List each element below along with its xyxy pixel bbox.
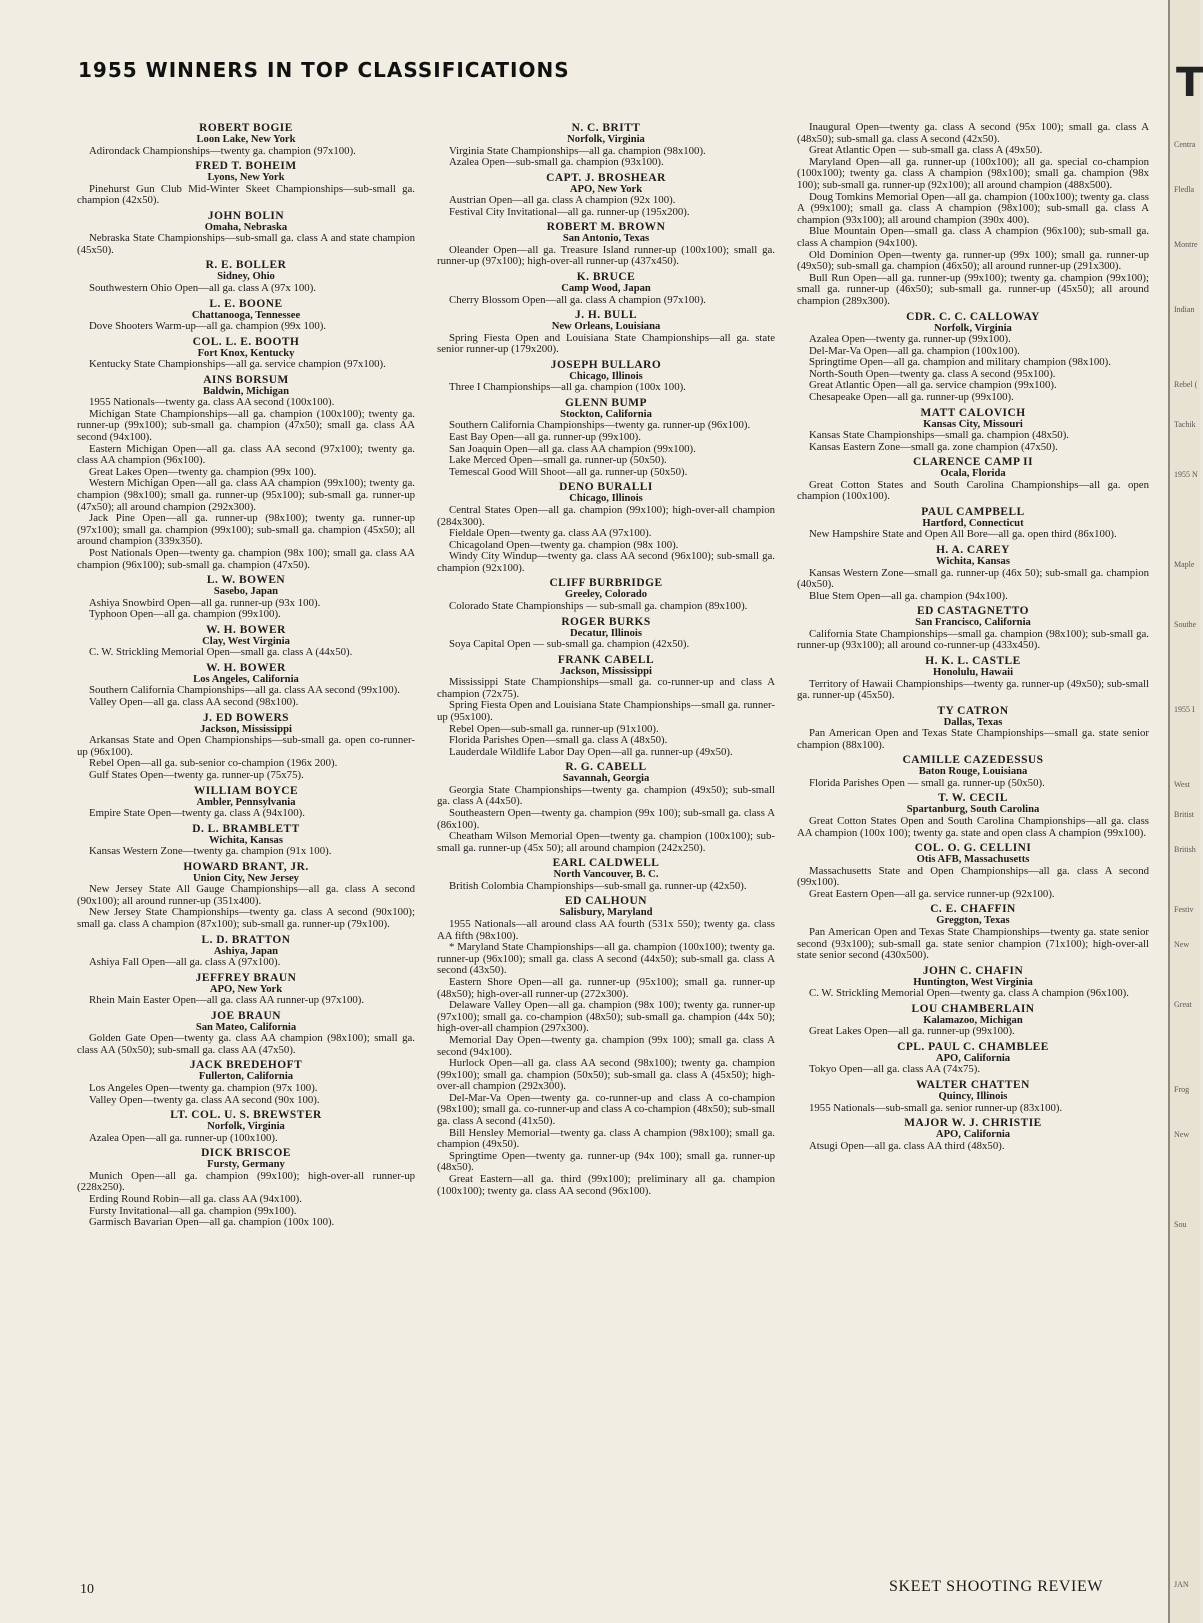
winner-name: WILLIAM BOYCE xyxy=(193,784,299,797)
winner-name: JOE BRAUN xyxy=(210,1009,281,1022)
winner-location: Camp Wood, Japan xyxy=(561,283,651,295)
winner-location: Norfolk, Virginia xyxy=(934,322,1012,334)
winner-name: COL. O. G. CELLINI xyxy=(914,842,1032,855)
winner-name: C. E. CHAFFIN xyxy=(930,903,1016,916)
adjacent-page-text-fragment: New xyxy=(1174,1130,1190,1139)
winner-location: Lyons, New York xyxy=(207,172,285,184)
winner-name: J. H. BULL xyxy=(575,309,637,322)
winner-name: N. C. BRITT xyxy=(571,122,641,134)
winner-record: 1955 Nationals—all around class AA fourth (531x 550); twenty ga. class AA fifth (98x100). xyxy=(437,917,775,942)
winner-record: Blue Stem Open—all ga. champion (94x100). xyxy=(809,589,1008,602)
winner-record: Southern California Championships—all ga. class AA second (99x100). xyxy=(89,684,400,697)
winner-record: Rebel Open—sub-small ga. runner-up (91x100). xyxy=(449,722,659,735)
winner-record: Blue Mountain Open—small ga. class A champion (96x100); sub-small ga. class A champion (94x100). xyxy=(797,225,1149,249)
adjacent-page-text-fragment: 1955 I xyxy=(1174,705,1195,714)
winner-record: 1955 Nationals—sub-small ga. senior runner-up (83x100). xyxy=(809,1101,1063,1114)
winner-entry xyxy=(437,654,775,759)
winner-record: Old Dominion Open—twenty ga. runner-up (99x 100); small ga. runner-up (49x50); sub-small ga. champion (46x50); all around runner-up (291x300). xyxy=(797,248,1149,273)
winner-record: Mississippi State Championships—small ga. co-runner-up and class A champion (72x75). xyxy=(437,676,775,700)
winner-record: Gulf States Open—twenty ga. runner-up (75x75). xyxy=(89,768,304,781)
winner-name: W. H. BOWER xyxy=(206,623,286,636)
winner-name: J. ED BOWERS xyxy=(202,711,290,724)
winner-record: North-South Open—twenty ga. class A second (95x100). xyxy=(809,367,1056,380)
winner-record: Eastern Shore Open—all ga. runner-up (95x100); small ga. runner-up (48x50); high-over-all runner-up (272x300). xyxy=(437,975,775,1000)
winner-entry xyxy=(797,1041,1149,1076)
winner-name: K. BRUCE xyxy=(576,271,636,284)
winner-name: ROBERT BOGIE xyxy=(199,122,293,134)
winner-record: Los Angeles Open—twenty ga. champion (97x 100). xyxy=(89,1081,318,1094)
winner-record: Ashiya Snowbird Open—all ga. runner-up (93x 100). xyxy=(89,596,321,609)
adjacent-page-text-fragment: Sou xyxy=(1174,1220,1187,1229)
winner-record: Garmisch Bavarian Open—all ga. champion (100x 100). xyxy=(89,1216,335,1229)
winner-record: Nebraska State Championships—sub-small ga. class A and state champion (45x50). xyxy=(77,232,415,256)
winner-name: ROBERT M. BROWN xyxy=(546,221,666,234)
winner-location: Loon Lake, New York xyxy=(196,134,296,145)
adjacent-page-text-fragment: Southe xyxy=(1174,620,1197,629)
winner-name: CLIFF BURBRIDGE xyxy=(549,577,663,590)
winner-record: Adirondack Championships—twenty ga. champion (97x100). xyxy=(89,144,356,157)
winner-entry xyxy=(77,861,415,931)
winner-record: Windy City Windup—twenty ga. class AA second (96x100); sub-small ga. champion (92x100). xyxy=(437,550,775,574)
winner-entry xyxy=(797,792,1149,839)
winner-entry xyxy=(797,1003,1149,1038)
winner-location: Baldwin, Michigan xyxy=(203,385,289,397)
winner-location: Fort Knox, Kentucky xyxy=(197,347,295,359)
winner-entry xyxy=(437,397,775,478)
winner-name: ED CALHOUN xyxy=(565,895,647,908)
winner-record: Great Eastern Open—all ga. service runner-up (92x100). xyxy=(809,887,1055,900)
adjacent-page-text-fragment: British xyxy=(1174,845,1196,854)
winner-entry xyxy=(77,1010,415,1057)
winner-record: Del-Mar-Va Open—all ga. champion (100x100). xyxy=(809,344,1020,357)
winner-record: * Maryland State Championships—all ga. champion (100x100); twenty ga. runner-up (96x100); small ga. class A second (44x50); sub-small ga. class A second (43x50). xyxy=(437,941,775,977)
winner-entry xyxy=(437,895,775,1197)
winner-entry xyxy=(77,574,415,621)
winner-record: Michigan State Championships—all ga. champion (100x100); twenty ga. runner-up (99x100); sub-small ga. champion (47x50); small ga. class AA second (94x100). xyxy=(77,407,415,444)
winner-name: ED CASTAGNETTO xyxy=(917,605,1029,618)
winner-record: Azalea Open—twenty ga. runner-up (99x100). xyxy=(809,333,1011,345)
winner-location: Kansas City, Missouri xyxy=(923,418,1023,430)
winner-record: Rebel Open—all ga. sub-senior co-champion (196x 200). xyxy=(89,757,338,770)
winner-entry xyxy=(437,616,775,651)
winner-record: Bill Hensley Memorial—twenty ga. class A champion (98x100); small ga. champion (49x50). xyxy=(437,1126,775,1151)
winner-location: Quincy, Illinois xyxy=(938,1091,1008,1102)
winner-entry xyxy=(797,122,1149,308)
winner-location: APO, California xyxy=(935,1129,1011,1141)
winner-record: New Jersey State All Gauge Championships—all ga. class A second (90x100); all around runner-up (351x400). xyxy=(77,883,415,907)
winner-record: Hurlock Open—all ga. class AA second (98x100); twenty ga. champion (99x100); small ga. champion (50x50); sub-small ga. class A (45x50); high-over-all champion (292x300). xyxy=(437,1057,775,1093)
adjacent-page-text-fragment: Fledla xyxy=(1174,185,1194,194)
winner-entry xyxy=(77,785,415,820)
winner-record: Post Nationals Open—twenty ga. champion (98x 100); small ga. class AA champion (96x100); sub-small ga. champion (47x50). xyxy=(77,546,415,571)
winner-record: Springtime Open—all ga. champion and military champion (98x100). xyxy=(809,356,1111,369)
winner-record: Massachusetts State and Open Championships—all ga. class A second (99x100). xyxy=(797,864,1149,889)
winner-record: Maryland Open—all ga. runner-up (100x100); all ga. special co-champion (100x100); twenty ga. class A champion (98x100); small ga. champion (98x 100); sub-small ga. runner-up (92x100); all around champion (488x500). xyxy=(797,155,1149,191)
winner-entry xyxy=(797,605,1149,652)
winner-record: Tokyo Open—all ga. class AA (74x75). xyxy=(809,1063,981,1076)
winner-entry xyxy=(797,965,1149,1000)
winner-name: L. W. BOWEN xyxy=(206,574,286,587)
adjacent-page-text-fragment: Great xyxy=(1174,1000,1192,1009)
winner-location: Decatur, Illinois xyxy=(569,627,642,639)
winner-name: W. H. BOWER xyxy=(206,661,286,674)
winner-entry xyxy=(797,311,1149,404)
winner-record: Colorado State Championships — sub-small ga. champion (89x100). xyxy=(449,599,748,612)
winner-record: Kansas State Championships—small ga. champion (48x50). xyxy=(809,429,1069,442)
winner-location: Spartanburg, South Carolina xyxy=(906,804,1040,816)
winner-record: Delaware Valley Open—all ga. champion (98x 100); twenty ga. runner-up (97x100); small ga. co-champion (48x50); sub-small ga. champion (44x 50); high-over-all champion (297x300). xyxy=(437,999,775,1035)
winner-location: Union City, New Jersey xyxy=(193,872,299,884)
adjacent-page-text-fragment: JAN xyxy=(1174,1580,1189,1589)
winner-record: Cheatham Wilson Memorial Open—twenty ga. champion (100x100); sub-small ga. runner-up (45x 50); all around champion (242x250). xyxy=(437,830,775,854)
winner-record: Kansas Western Zone—small ga. runner-up (46x 50); sub-small ga. champion (40x50). xyxy=(797,566,1149,591)
winner-name: H. K. L. CASTLE xyxy=(925,655,1021,667)
winner-entry xyxy=(77,972,415,1007)
winner-entry xyxy=(437,857,775,892)
winner-record: Kentucky State Championships—all ga. service champion (97x100). xyxy=(89,358,386,371)
winner-record: Typhoon Open—all ga. champion (99x100). xyxy=(89,608,281,621)
winner-entry xyxy=(437,577,775,612)
winner-name: H. A. CAREY xyxy=(936,544,1010,557)
winner-location: Huntington, West Virginia xyxy=(913,976,1033,988)
winner-record: East Bay Open—all ga. runner-up (99x100). xyxy=(449,431,641,444)
winner-entry xyxy=(437,761,775,854)
winner-location: North Vancouver, B. C. xyxy=(553,869,659,881)
winner-location: Wichita, Kansas xyxy=(936,556,1010,568)
winner-record: Ashiya Fall Open—all ga. class A (97x100). xyxy=(89,956,281,969)
winner-entry xyxy=(77,1109,415,1144)
winner-record: Austrian Open—all ga. class A champion (92x 100). xyxy=(449,194,676,207)
winner-location: Chicago, Illinois xyxy=(569,493,643,505)
winner-record: Great Atlantic Open—all ga. service champion (99x100). xyxy=(809,379,1057,392)
winner-record: Rhein Main Easter Open—all ga. class AA runner-up (97x100). xyxy=(89,994,365,1007)
winner-name: DENO BURALLI xyxy=(559,481,653,494)
winner-entry xyxy=(797,1079,1149,1114)
winner-entry xyxy=(77,259,415,294)
winner-record: Chicagoland Open—twenty ga. champion (98x 100). xyxy=(449,538,679,551)
winner-record: Lauderdale Wildlife Labor Day Open—all ga. runner-up (49x50). xyxy=(449,745,733,758)
winner-record: Fursty Invitational—all ga. champion (99x100). xyxy=(89,1204,297,1217)
adjacent-page-text-fragment: New xyxy=(1174,940,1190,949)
winner-record: Oleander Open—all ga. Treasure Island runner-up (100x100); small ga. runner-up (97x100); high-over-all runner-up (437x450). xyxy=(437,243,775,268)
winner-record: Azalea Open—sub-small ga. champion (93x100). xyxy=(449,156,664,169)
winner-location: Ambler, Pennsylvania xyxy=(196,796,296,808)
winner-name: JOHN BOLIN xyxy=(207,209,285,222)
winner-location: Wichita, Kansas xyxy=(209,834,283,846)
winner-location: New Orleans, Louisiana xyxy=(551,321,661,333)
winner-name: TY CATRON xyxy=(937,704,1009,717)
winner-location: San Antonio, Texas xyxy=(562,233,650,245)
column-1 xyxy=(77,122,415,1232)
winner-record: Kansas Western Zone—twenty ga. champion (91x 100). xyxy=(89,845,332,858)
winner-name: R. G. CABELL xyxy=(565,761,647,774)
adjacent-page-text-fragment: Maple xyxy=(1174,560,1195,569)
winner-entry xyxy=(77,712,415,782)
winner-location: Fullerton, California xyxy=(198,1071,294,1083)
adjacent-page-text-fragment: Montre xyxy=(1174,240,1198,249)
winner-entry xyxy=(77,823,415,858)
winner-location: Norfolk, Virginia xyxy=(567,134,645,145)
winner-name: EARL CALDWELL xyxy=(552,857,660,870)
winner-record: New Jersey State Championships—twenty ga. class A second (90x100); small ga. class A champion (87x100); sub-small ga. runner-up (79x100). xyxy=(77,906,415,930)
winner-name: D. L. BRAMBLETT xyxy=(192,822,300,835)
winner-location: Norfolk, Virginia xyxy=(207,1121,285,1133)
winner-location: Otis AFB, Massachusetts xyxy=(916,854,1030,866)
winner-location: Salisbury, Maryland xyxy=(559,907,653,919)
winner-name: CAPT. J. BROSHEAR xyxy=(546,171,666,184)
winner-name: T. W. CECIL xyxy=(938,792,1008,805)
winner-record: 1955 Nationals—twenty ga. class AA second (100x100). xyxy=(89,396,335,409)
winner-entry xyxy=(437,359,775,394)
winner-record: Chesapeake Open—all ga. runner-up (99x100). xyxy=(809,390,1014,403)
winner-record: Three I Championships—all ga. champion (100x 100). xyxy=(449,381,686,394)
winner-record: British Colombia Championships—sub-small ga. runner-up (42x50). xyxy=(449,879,747,892)
winner-record: Virginia State Championships—all ga. champion (98x100). xyxy=(449,144,706,157)
winner-record: Western Michigan Open—all ga. class AA champion (99x100); twenty ga. champion (98x100); small ga. runner-up (95x100); sub-small ga. runner-up (47x50); all around champion (292x300). xyxy=(77,477,415,513)
publication-name: SKEET SHOOTING REVIEW xyxy=(889,1578,1104,1595)
winner-record: Great Cotton States and South Carolina Championships—all ga. open champion (100x100). xyxy=(797,478,1149,503)
winner-record: Del-Mar-Va Open—twenty ga. co-runner-up and class A co-champion (98x100); small ga. co-runner-up and class A co-champion (48x50); sub-small ga. class A second (41x50). xyxy=(437,1091,776,1128)
winner-entry xyxy=(77,210,415,257)
adjacent-page-text-fragment: Festiv xyxy=(1174,905,1194,914)
winner-location: Clay, West Virginia xyxy=(202,635,290,647)
winner-name: MAJOR W. J. CHRISTIE xyxy=(904,1117,1042,1130)
winner-name: CAMILLE CAZEDESSUS xyxy=(902,754,1044,767)
winner-record: Pan American Open and Texas State Championships—small ga. state senior champion (88x100). xyxy=(797,727,1149,751)
winner-name: R. E. BOLLER xyxy=(205,259,287,272)
winner-record: Soya Capital Open — sub-small ga. champion (42x50). xyxy=(449,638,690,651)
winner-location: APO, California xyxy=(935,1052,1011,1064)
winner-entry xyxy=(77,1059,415,1106)
winner-record: Dove Shooters Warm-up—all ga. champion (99x 100). xyxy=(89,320,327,333)
winner-record: Munich Open—all ga. champion (99x100); high-over-all runner-up (228x250). xyxy=(77,1169,415,1194)
winner-record: Great Lakes Open—all ga. runner-up (99x100). xyxy=(809,1025,1015,1038)
winner-entry xyxy=(437,172,775,219)
winner-location: Greeley, Colorado xyxy=(564,589,648,601)
winner-entry xyxy=(77,624,415,659)
winner-entry xyxy=(437,221,775,268)
winner-record: Temescal Good Will Shoot—all ga. runner-up (50x50). xyxy=(449,465,688,478)
winner-record: Florida Parishes Open — small ga. runner-up (50x50). xyxy=(809,776,1045,789)
winner-record: C. W. Strickling Memorial Open—twenty ga. class A champion (96x100). xyxy=(809,987,1129,1000)
winner-name: JACK BREDEHOFT xyxy=(189,1059,303,1072)
winner-location: San Francisco, California xyxy=(915,617,1031,629)
winner-entry xyxy=(437,122,775,169)
winner-name: CDR. C. C. CALLOWAY xyxy=(906,310,1040,323)
winner-entry xyxy=(797,705,1149,752)
winner-entry xyxy=(797,842,1149,900)
winner-name: LT. COL. U. S. BREWSTER xyxy=(170,1109,322,1122)
winner-record: Memorial Day Open—twenty ga. champion (99x 100); small ga. class A second (94x100). xyxy=(437,1033,775,1058)
winner-location: APO, New York xyxy=(569,183,643,195)
winner-entry xyxy=(797,655,1149,702)
winner-record: Arkansas State and Open Championships—sub-small ga. open co-runner-up (96x100). xyxy=(77,734,415,758)
winner-location: Dallas, Texas xyxy=(943,716,1003,728)
adjacent-page-text-fragment: Britist xyxy=(1174,810,1195,819)
winner-location: Kalamazoo, Michigan xyxy=(923,1014,1023,1026)
winner-record: Valley Open—all ga. class AA second (98x100). xyxy=(89,696,299,709)
winner-record: Empire State Open—twenty ga. class A (94x100). xyxy=(89,807,305,819)
winner-entry xyxy=(797,456,1149,503)
winner-record: Southern California Championships—twenty ga. runner-up (96x100). xyxy=(449,419,751,432)
winner-name: JOSEPH BULLARO xyxy=(550,358,662,371)
winner-name: JOHN C. CHAFIN xyxy=(922,964,1024,977)
adjacent-page-text-fragment: Indian xyxy=(1174,305,1195,314)
winner-entry xyxy=(797,407,1149,454)
winner-location: Omaha, Nebraska xyxy=(204,221,288,233)
winner-record: Eastern Michigan Open—all ga. class AA second (97x100); twenty ga. class AA champion (96x100). xyxy=(77,442,415,467)
winner-location: San Mateo, California xyxy=(195,1021,297,1033)
winner-entry xyxy=(437,271,775,306)
winner-location: Chattanooga, Tennessee xyxy=(191,309,301,321)
winner-location: Hartford, Connecticut xyxy=(922,517,1024,529)
winner-record: San Joaquin Open—all ga. class AA champion (99x100). xyxy=(449,442,696,455)
winner-location: Stockton, California xyxy=(560,408,652,420)
column-3 xyxy=(797,122,1149,1155)
winner-record: Kansas Eastern Zone—small ga. zone champion (47x50). xyxy=(809,440,1058,453)
winner-location: Baton Rouge, Louisiana xyxy=(918,766,1028,778)
adjacent-page-text-fragment: Rebel ( xyxy=(1174,380,1198,389)
winner-name: CLARENCE CAMP II xyxy=(912,456,1033,469)
winner-entry xyxy=(77,336,415,371)
winner-name: FRANK CABELL xyxy=(557,653,655,666)
winner-record: Central States Open—all ga. champion (99x100); high-over-all champion (284x300). xyxy=(437,503,775,528)
adjacent-page-title-fragment: T xyxy=(1176,60,1203,106)
adjacent-page-edge xyxy=(1168,0,1203,1623)
winner-record: Valley Open—twenty ga. class AA second (90x 100). xyxy=(89,1093,320,1106)
winner-record: Southwestern Ohio Open—all ga. class A (97x 100). xyxy=(89,281,317,294)
winner-name: AINS BORSUM xyxy=(203,373,289,386)
winner-record: Springtime Open—twenty ga. runner-up (94x 100); small ga. runner-up (48x50). xyxy=(437,1149,775,1174)
winner-record: Jack Pine Open—all ga. runner-up (98x100); twenty ga. runner-up (97x100); small ga. champion (99x100); sub-small ga. champion (45x50); all around champion (339x350). xyxy=(77,512,415,548)
winner-record: Pinehurst Gun Club Mid-Winter Skeet Championships—sub-small ga. champion (42x50). xyxy=(77,182,415,207)
winner-record: Pan American Open and Texas State Championships—twenty ga. state senior second (93x100); sub-small ga. state senior champion (71x100); high-over-all state senior second (430x500). xyxy=(797,925,1149,962)
winner-entry xyxy=(77,160,415,207)
winner-entry xyxy=(77,662,415,709)
winner-record: Cherry Blossom Open—all ga. class A champion (97x100). xyxy=(449,293,706,306)
winner-record: Great Eastern—all ga. third (99x100); preliminary all ga. champion (100x100); twenty ga. class AA second (96x100). xyxy=(437,1173,775,1197)
winner-location: Jackson, Mississippi xyxy=(200,723,292,735)
winner-record: Great Cotton States Open and South Carolina Championships—all ga. class AA champion (100x 100); twenty ga. state and open class A champion (99x100). xyxy=(797,814,1149,839)
winner-record: Golden Gate Open—twenty ga. class AA champion (98x100); small ga. class AA (50x50); sub-small ga. class AA (47x50). xyxy=(77,1032,415,1056)
winner-location: Ocala, Florida xyxy=(940,468,1006,480)
winner-entry xyxy=(797,544,1149,602)
winner-location: Los Angeles, California xyxy=(193,673,299,685)
winner-record: Festival City Invitational—all ga. runner-up (195x200). xyxy=(449,205,690,218)
winner-location: Sasebo, Japan xyxy=(213,586,279,598)
winner-name: JEFFREY BRAUN xyxy=(195,971,297,984)
winner-record: Atsugi Open—all ga. class AA third (48x50). xyxy=(809,1139,1005,1152)
column-2 xyxy=(437,122,775,1200)
winner-name: HOWARD BRANT, JR. xyxy=(183,860,309,873)
winner-record: Bull Run Open—all ga. runner-up (99x100); twenty ga. champion (99x100); small ga. runner-up (46x50); sub-small ga. runner-up (45x50); all around champion (289x300). xyxy=(797,271,1149,307)
winner-name: FRED T. BOHEIM xyxy=(195,160,297,173)
winner-record: Lake Merced Open—small ga. runner-up (50x50). xyxy=(449,454,667,467)
winner-record: Georgia State Championships—twenty ga. champion (49x50); sub-small ga. class A (44x50). xyxy=(437,783,775,808)
winner-entry xyxy=(77,1147,415,1228)
winner-record: Great Lakes Open—twenty ga. champion (99x 100). xyxy=(89,465,317,478)
adjacent-page-text-fragment: Centra xyxy=(1174,140,1196,149)
winner-entry xyxy=(77,934,415,969)
winner-record: Spring Fiesta Open and Louisiana State Championships—small ga. runner-up (95x100). xyxy=(437,699,775,723)
adjacent-page-text-fragment: 1955 N xyxy=(1174,470,1198,479)
winner-name: GLENN BUMP xyxy=(565,396,647,409)
winner-record: Spring Fiesta Open and Louisiana State Championships—all ga. state senior runner-up (179x200). xyxy=(437,331,775,356)
winner-name: LOU CHAMBERLAIN xyxy=(911,1002,1035,1015)
winner-location: APO, New York xyxy=(209,983,283,995)
winner-entry xyxy=(437,309,775,356)
page-title: 1955 WINNERS IN TOP CLASSIFICATIONS xyxy=(78,58,570,82)
winner-record: Southeastern Open—twenty ga. champion (99x 100); sub-small ga. class A (86x100). xyxy=(437,807,775,831)
winner-record: California State Championships—small ga. champion (98x100); sub-small ga. runner-up (93x100); all around co-runner-up (433x450). xyxy=(797,627,1149,652)
winner-name: PAUL CAMPBELL xyxy=(921,505,1025,518)
winner-location: Fursty, Germany xyxy=(207,1159,285,1171)
winner-record: Territory of Hawaii Championships—twenty ga. runner-up (49x50); sub-small ga. runner-up (45x50). xyxy=(797,677,1149,702)
winner-record: Doug Tomkins Memorial Open—all ga. champion (100x100); twenty ga. class A (99x100); small ga. class A champion (98x100); sub-small ga. class A champion (93x100); all around champion (390x 400). xyxy=(797,190,1149,226)
winner-record: New Hampshire State and Open All Bore—all ga. open third (86x100). xyxy=(809,528,1117,541)
winner-name: CPL. PAUL C. CHAMBLEE xyxy=(897,1040,1049,1053)
winner-location: Honolulu, Hawaii xyxy=(932,667,1014,678)
adjacent-page-text-fragment: Frog xyxy=(1174,1085,1190,1094)
winner-record: Fieldale Open—twenty ga. class AA (97x100). xyxy=(449,527,652,540)
winner-record: Florida Parishes Open—small ga. class A (48x50). xyxy=(449,734,668,747)
winner-name: DICK BRISCOE xyxy=(201,1147,291,1160)
winner-name: MATT CALOVICH xyxy=(920,406,1026,419)
winner-name: COL. L. E. BOOTH xyxy=(192,335,300,348)
winner-name: WALTER CHATTEN xyxy=(916,1079,1030,1091)
winner-entry xyxy=(77,374,415,571)
page-number: 10 xyxy=(80,1582,94,1597)
winner-name: L. E. BOONE xyxy=(209,297,283,310)
winner-name: L. D. BRATTON xyxy=(201,933,291,946)
winner-record: Great Atlantic Open — sub-small ga. class A (49x50). xyxy=(809,144,1043,157)
winner-location: Greggton, Texas xyxy=(936,915,1010,927)
winner-entry xyxy=(77,122,415,157)
winner-location: Jackson, Mississippi xyxy=(560,665,652,677)
winner-entry xyxy=(797,1117,1149,1152)
winner-name: ROGER BURKS xyxy=(561,615,651,628)
winner-record: Erding Round Robin—all ga. class AA (94x100). xyxy=(89,1192,302,1205)
winner-location: Ashiya, Japan xyxy=(213,945,279,957)
winner-record: Inaugural Open—twenty ga. class A second (95x 100); small ga. class A (48x50); sub-small ga. class A second (42x50). xyxy=(797,121,1149,145)
winner-location: Savannah, Georgia xyxy=(562,773,650,785)
winner-location: Sidney, Ohio xyxy=(217,271,275,283)
winner-entry xyxy=(797,506,1149,541)
winner-record: C. W. Strickling Memorial Open—small ga. class A (44x50). xyxy=(89,646,353,659)
winner-entry xyxy=(77,298,415,333)
adjacent-page-text-fragment: Tachik xyxy=(1174,420,1196,429)
adjacent-page-text-fragment: West xyxy=(1174,780,1190,789)
winner-entry xyxy=(797,754,1149,789)
winner-record: Azalea Open—all ga. runner-up (100x100). xyxy=(89,1131,278,1144)
winner-entry xyxy=(437,481,775,574)
winner-location: Chicago, Illinois xyxy=(569,370,643,382)
winner-entry xyxy=(797,903,1149,961)
